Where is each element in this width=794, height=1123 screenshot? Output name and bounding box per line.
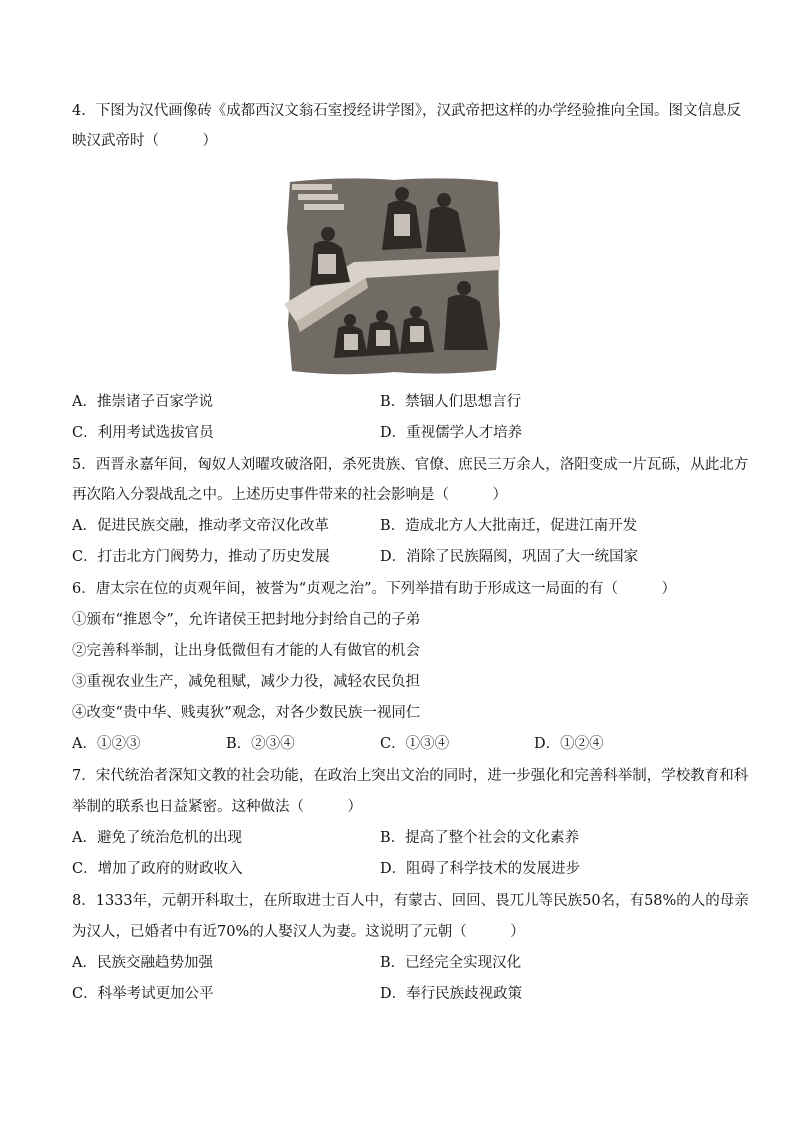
q5-option-b: B．造成北方人大批南迁，促进江南开发 (380, 518, 638, 534)
q6-item-3: ③重视农业生产，减免租赋，减少力役，减轻农民负担 (72, 674, 420, 690)
q7-option-c: C．增加了政府的财政收入 (72, 861, 243, 877)
q8-option-c: C．科举考试更加公平 (72, 986, 214, 1002)
q8-option-a: A．民族交融趋势加强 (72, 955, 213, 971)
q7-option-b: B．提高了整个社会的文化素养 (380, 830, 580, 846)
q7-stem-line2: 举制的联系也日益紧密。这种做法（ ） (72, 799, 362, 815)
q5-option-c: C．打击北方门阀势力，推动了历史发展 (72, 549, 330, 565)
q4-option-c: C．利用考试选拔官员 (72, 425, 214, 441)
q5-option-d: D．消除了民族隔阂，巩固了大一统国家 (380, 549, 639, 565)
q8-option-d: D．奉行民族歧视政策 (380, 986, 523, 1002)
q6-option-a: A．①②③ (72, 736, 141, 752)
q4-option-b: B．禁锢人们思想言行 (380, 394, 522, 410)
q6-item-1: ①颁布“推恩令”，允许诸侯王把封地分封给自己的子弟 (72, 612, 421, 628)
q7-stem-line1: 7．宋代统治者深知文教的社会功能，在政治上突出文治的同时，进一步强化和完善科举制，学校教育和科 (72, 768, 749, 784)
q4-option-d: D．重视儒学人才培养 (380, 425, 523, 441)
q6-stem-line1: 6．唐太宗在位的贞观年间，被誉为“贞观之治”。下列举措有助于形成这一局面的有（ ） (72, 581, 677, 597)
q6-item-2: ②完善科举制，让出身低微但有才能的人有做官的机会 (72, 643, 420, 659)
q8-option-b: B．已经完全实现汉化 (380, 955, 522, 971)
q5-option-a: A．促进民族交融，推动孝文帝汉化改革 (72, 518, 329, 534)
q7-option-a: A．避免了统治危机的出现 (72, 830, 242, 846)
q4-stem-line2: 映汉武帝时（ ） (72, 133, 217, 149)
q5-stem-line2: 再次陷入分裂战乱之中。上述历史事件带来的社会影响是（ ） (72, 487, 507, 503)
q4-stem-line1: 4．下图为汉代画像砖《成都西汉文翁石室授经讲学图》，汉武帝把这样的办学经验推向全国。图文信息反 (72, 103, 741, 119)
q6-item-4: ④改变“贵中华、贱夷狄”观念，对各少数民族一视同仁 (72, 705, 421, 721)
q8-stem-line2: 为汉人，已婚者中有近70%的人娶汉人为妻。这说明了元朝（ ） (72, 924, 525, 940)
q6-option-b: B．②③④ (226, 736, 295, 752)
q7-option-d: D．阻碍了科学技术的发展进步 (380, 861, 581, 877)
q4-option-a: A．推崇诸子百家学说 (72, 394, 213, 410)
q5-stem-line1: 5．西晋永嘉年间，匈奴人刘曜攻破洛阳，杀死贵族、官僚、庶民三万余人，洛阳变成一片瓦砾，从此北方 (72, 457, 749, 473)
q6-option-d: D．①②④ (534, 736, 604, 752)
q8-stem-line1: 8．1333年，元朝开科取士，在所取进士百人中，有蒙古、回回、畏兀儿等民族50名，有58%的人的母亲 (72, 893, 749, 909)
han-brick-relief-image (284, 174, 504, 380)
q6-option-c: C．①③④ (380, 736, 450, 752)
